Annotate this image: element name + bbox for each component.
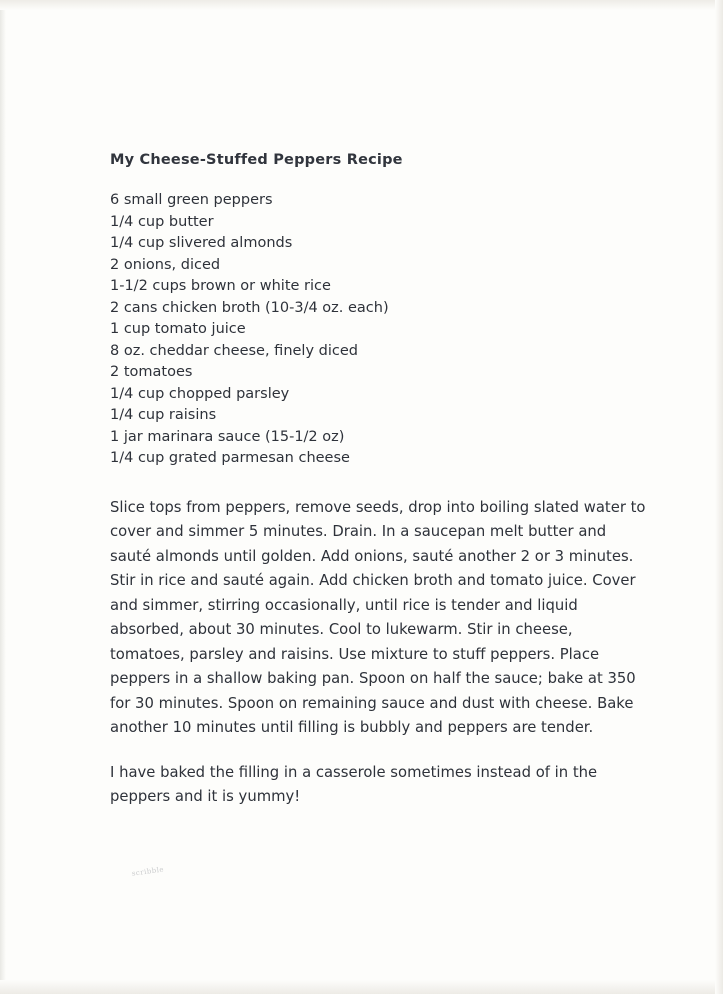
list-item: 1/4 cup grated parmesan cheese — [110, 450, 350, 466]
list-item: 1/4 cup raisins — [110, 407, 217, 423]
list-item: 8 oz. cheddar cheese, finely diced — [110, 342, 358, 359]
scan-edge-top — [0, 0, 723, 10]
list-item: 1/4 cup chopped parsley — [110, 385, 290, 402]
margin-scribble: scribble — [131, 865, 165, 878]
recipe-document — [110, 152, 650, 830]
list-item: 2 onions, diced — [110, 256, 221, 273]
list-item: 1/4 cup butter — [110, 213, 214, 230]
ingredients-list — [110, 190, 650, 470]
instructions-paragraph: Slice tops from peppers, remove seeds, drop into boiling slated water to cover and simmer 5 minutes. Drain. In a saucepan melt butter and sauté almonds until golden. Add onions, sauté another 2 or 3 minutes. Stir in rice and sauté again. Add chicken broth and tomato juice. Cover and simmer, stirring occasionally, until rice is tender and liquid absorbed, about 30 minutes. Cool to lukewarm. Stir in cheese, tomatoes, parsley and raisins. Use mixture to stuff peppers. Place peppers in a shallow baking pan. Spoon on half the sauce; bake at 350 for 30 minutes. Spoon on remaining sauce and dust with cheese. Bake another 10 minutes until filling is bubbly and peppers are tender. — [110, 498, 646, 736]
note-paragraph: I have baked the filling in a casserole sometimes instead of in the peppers and it is yummy! — [110, 763, 598, 805]
list-item: 1/4 cup slivered almonds — [110, 235, 293, 251]
instructions-section — [110, 496, 650, 810]
page-title: My Cheese-Stuffed Peppers Recipe — [110, 152, 403, 168]
list-item: 2 cans chicken broth (10-3/4 oz. each) — [110, 299, 389, 316]
list-item: 1-1/2 cups brown or white rice — [110, 278, 331, 294]
list-item: 1 cup tomato juice — [110, 321, 246, 337]
list-item: 1 jar marinara sauce (15-1/2 oz) — [110, 428, 345, 445]
list-item: 6 small green peppers — [110, 192, 273, 208]
list-item: 2 tomatoes — [110, 364, 193, 380]
scan-edge-bottom — [0, 980, 723, 994]
